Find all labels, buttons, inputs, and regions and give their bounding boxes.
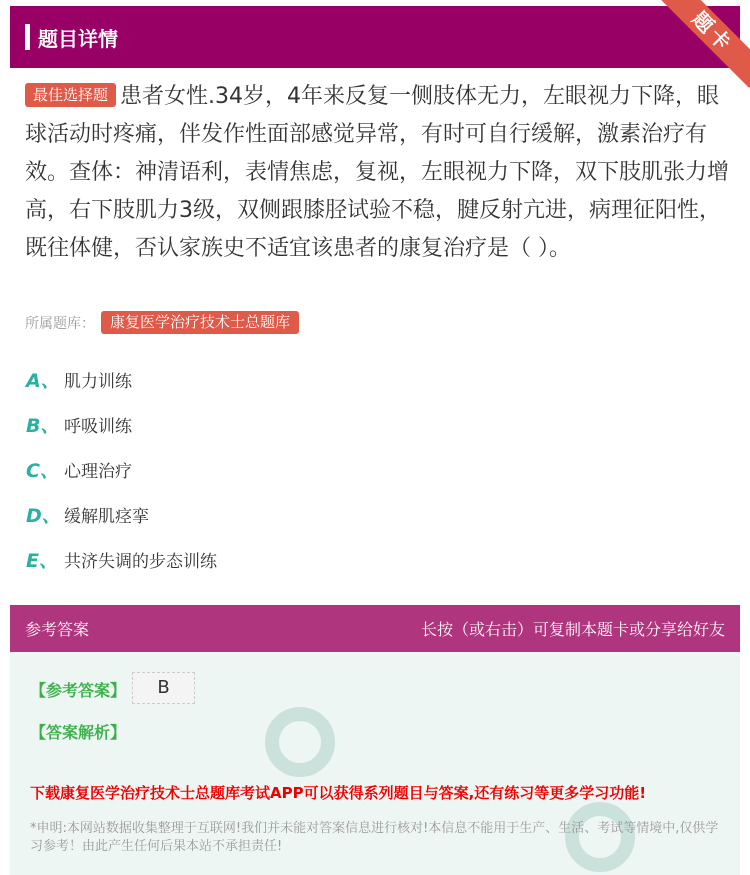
option-letter: C、 — [26, 460, 59, 482]
option-letter: A、 — [26, 370, 60, 392]
option-text: 心理治疗 — [64, 462, 132, 482]
question — [25, 78, 730, 268]
answer-label: 【参考答案】 — [30, 681, 127, 700]
disclaimer: *申明:本网站数据收集整理于互联网!我们并未能对答案信息进行核对!本信息不能用于生产、生活、考试等情境中,仅供学习参考！由此产生任何后果本站不承担责任! — [30, 821, 719, 854]
option-letter: D、 — [26, 505, 61, 527]
bank-link[interactable]: 康复医学治疗技术士总题库 — [101, 311, 299, 334]
option-text: 呼吸训练 — [64, 417, 132, 437]
download-promo[interactable]: 下载康复医学治疗技术士总题库考试APP可以获得系列题目与答案,还有练习等更多学习功能! — [30, 784, 647, 802]
option-e[interactable] — [26, 546, 217, 573]
analysis-label: 【答案解析】 — [30, 723, 127, 742]
title-bar-accent — [25, 24, 30, 50]
answer-header-title: 参考答案 — [25, 620, 90, 639]
option-d[interactable] — [26, 501, 149, 528]
option-text: 肌力训练 — [64, 372, 132, 392]
page-title: 题目详情 — [38, 26, 118, 51]
option-text: 共济失调的步态训练 — [64, 552, 217, 572]
bank-label: 所属题库： — [25, 315, 95, 332]
page-header — [10, 6, 740, 68]
watermark-logo-icon — [265, 707, 335, 777]
option-letter: E、 — [26, 550, 58, 572]
question-type-tag: 最佳选择题 — [25, 83, 116, 107]
answer-body — [10, 652, 740, 875]
question-text: 患者女性.34岁，4年来反复一侧肢体无力，左眼视力下降，眼球活动时疼痛，伴发作性面部感觉异常，有时可自行缓解，激素治疗有效。查体：神清语利，表情焦虑，复视，左眼视力下降，双下肢肌张力增高，右下肢肌力3级，双侧跟膝胫试验不稳，腱反射亢进，病理征阳性，既往体健，否认家族史不适宜该患者的康复治疗是（ ）。 — [25, 84, 730, 261]
card-ribbon[interactable]: 题卡 — [657, 0, 750, 88]
question-bank — [25, 311, 299, 334]
option-letter: B、 — [26, 415, 60, 437]
option-c[interactable] — [26, 456, 132, 483]
share-hint: 长按（或右击）可复制本题卡或分享给好友 — [420, 620, 725, 639]
answer-value: B — [132, 672, 195, 704]
answer-header — [10, 605, 740, 652]
option-b[interactable] — [26, 411, 132, 438]
option-a[interactable] — [26, 366, 132, 393]
option-text: 缓解肌痉挛 — [64, 507, 149, 527]
